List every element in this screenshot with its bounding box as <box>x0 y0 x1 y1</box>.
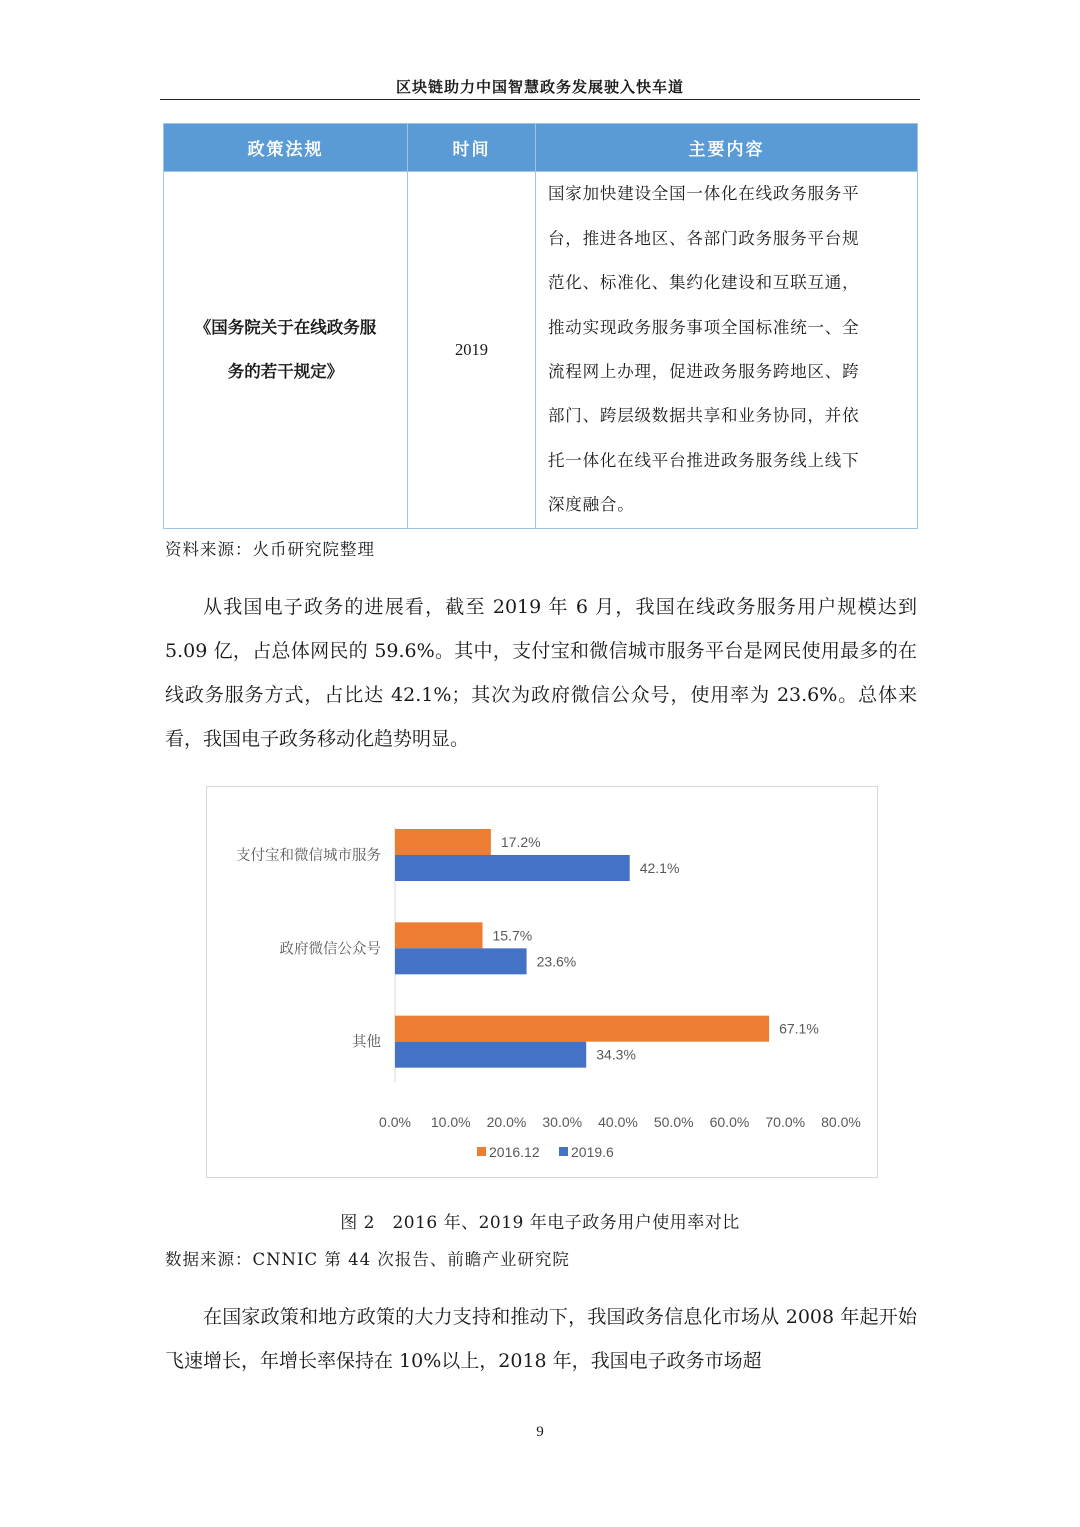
data-label: 23.6% <box>536 953 577 970</box>
legend-swatch <box>559 1147 568 1156</box>
paragraph: 在国家政策和地方政策的大力支持和推动下，我国政务信息化市场从 2008 年起开始飞速增长，年增长率保持在 10%以上，2018 年，我国电子政务市场超 <box>165 1306 917 1372</box>
table-row <box>164 172 918 529</box>
bar <box>395 1042 586 1068</box>
data-label: 34.3% <box>596 1046 636 1063</box>
policy-cell <box>164 172 408 529</box>
content-line: 部门、跨层级数据共享和业务协同，并依 <box>548 406 860 426</box>
x-tick-label: 10.0% <box>430 1114 471 1130</box>
category-label: 其他 <box>352 1034 381 1051</box>
header-time: 时间 <box>408 124 536 172</box>
data-label: 42.1% <box>639 860 680 876</box>
category-label: 政府微信公众号 <box>279 941 381 958</box>
x-tick-label: 20.0% <box>486 1114 527 1130</box>
page-number: 9 <box>536 1424 544 1440</box>
x-tick-label: 60.0% <box>709 1114 750 1130</box>
table-source: 资料来源：火币研究院整理 <box>165 540 375 559</box>
paragraph: 从我国电子政务的进展看，截至 2019 年 6 月，我国在线政务服务用户规模达到 5.09 亿，占总体网民的 59.6%。其中，支付宝和微信城市服务平台是网民使用最多的在线政务服务方式，占比达 42.1%；其次为政府微信公众号，使用率为 23.6%。总体来看，我国电子政务移动化趋势明显。 <box>165 596 917 750</box>
data-label: 15.7% <box>492 927 533 944</box>
legend-label: 2019.6 <box>571 1144 614 1160</box>
header-rule <box>160 99 920 100</box>
x-tick-label: 80.0% <box>821 1114 861 1130</box>
running-header: 区块链助力中国智慧政务发展驶入快车道 <box>395 78 684 96</box>
figure-caption: 图 2 2016 年、2019 年电子政务用户使用率对比 <box>340 1213 740 1233</box>
bar <box>395 948 527 974</box>
policy-table <box>163 123 918 529</box>
category-label: 支付宝和微信城市服务 <box>236 848 381 864</box>
content-line: 台，推进各地区、各部门政务服务平台规 <box>548 228 860 248</box>
bar <box>395 1016 769 1042</box>
header-content: 主要内容 <box>536 124 918 172</box>
x-tick-label: 50.0% <box>653 1114 694 1130</box>
figure-source: 数据来源：CNNIC 第 44 次报告、前瞻产业研究院 <box>165 1250 570 1269</box>
data-label: 67.1% <box>779 1020 819 1037</box>
policy-name-line: 《国务院关于在线政务服 <box>194 318 377 337</box>
usage-chart <box>206 786 878 1178</box>
content-line: 范化、标准化、集约化建设和互联互通， <box>548 273 860 293</box>
content-line: 流程网上办理，促进政务服务跨地区、跨 <box>548 362 860 381</box>
content-line: 国家加快建设全国一体化在线政务服务平 <box>548 184 860 204</box>
content-line: 推动实现政务服务事项全国标准统一、全 <box>548 317 860 337</box>
content-cell <box>536 172 918 529</box>
legend-swatch <box>477 1147 486 1156</box>
x-tick-label: 0.0% <box>379 1114 411 1130</box>
content-line: 托一体化在线平台推进政务服务线上线下 <box>548 450 860 470</box>
bar <box>395 855 630 881</box>
content-line: 深度融合。 <box>548 495 635 515</box>
x-tick-label: 40.0% <box>598 1114 638 1130</box>
table-header-row <box>164 124 918 172</box>
bar <box>395 922 483 948</box>
bar <box>395 829 491 855</box>
header-policy: 政策法规 <box>164 124 408 172</box>
legend-label: 2016.12 <box>489 1144 540 1160</box>
chart-canvas <box>207 787 879 1179</box>
x-tick-label: 30.0% <box>542 1114 583 1130</box>
policy-name-line: 务的若干规定》 <box>227 362 344 381</box>
x-tick-label: 70.0% <box>765 1114 806 1130</box>
data-label: 17.2% <box>500 834 541 850</box>
year-cell: 2019 <box>408 172 536 529</box>
